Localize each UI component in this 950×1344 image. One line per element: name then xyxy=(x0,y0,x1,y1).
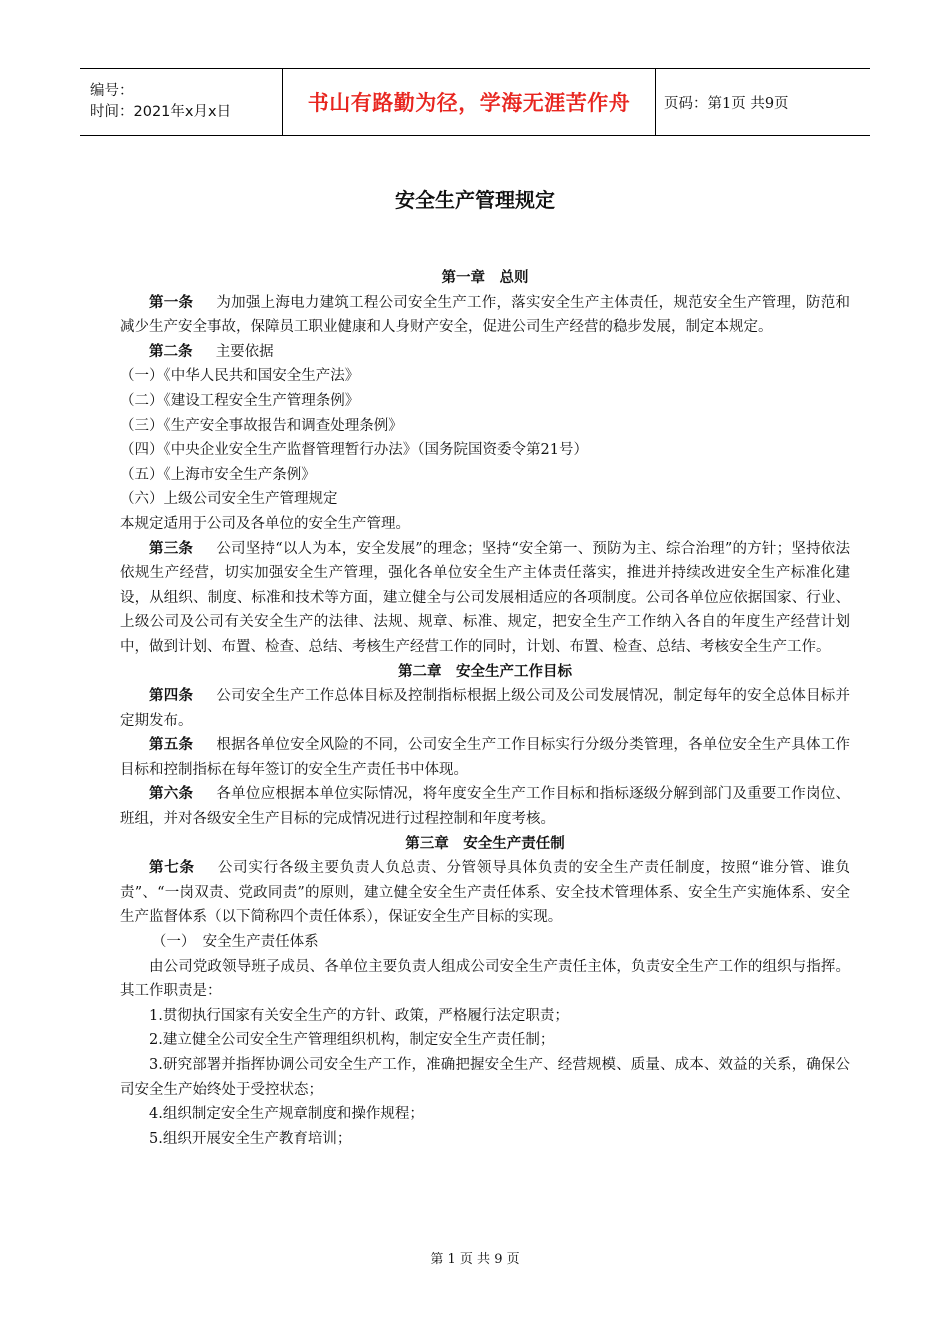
document-title: 安全生产管理规定 xyxy=(395,188,555,212)
article-2-text: 主要依据 xyxy=(215,343,274,360)
header-meta xyxy=(80,69,282,135)
article-7 xyxy=(120,856,850,930)
article-6-label: 第六条 xyxy=(149,786,194,803)
page-count-label: 页码：第1页 共9页 xyxy=(664,95,789,112)
article-5-label: 第五条 xyxy=(149,737,194,754)
header-page-cell xyxy=(656,69,870,135)
article-5 xyxy=(120,733,850,782)
page-footer: 第 1 页 共 9 页 xyxy=(430,1252,520,1267)
doc-time-label: 时间：2021年x月x日 xyxy=(90,104,232,120)
chapter-3-heading: 第三章 安全生产责任制 xyxy=(405,835,565,852)
doc-number-label: 编号： xyxy=(90,83,134,99)
duty-item: 5.组织开展安全生产教育培训； xyxy=(149,1130,352,1147)
article-7-label: 第七条 xyxy=(149,860,195,877)
scope-text: 本规定适用于公司及各单位的安全生产管理。 xyxy=(120,515,410,532)
article-4 xyxy=(120,684,850,733)
article-2 xyxy=(120,340,850,365)
article-3-text: 公司坚持“以人为本，安全发展”的理念；坚持“安全第一、预防为主、综合治理”的方针；坚持依法依规生产经营，切实加强安全生产管理，强化各单位安全生产主体责任落实，推进并持续改进安全生产标准化建设，从组织、制度、标准和技术等方面，建立健全与公司发展相适应的各项制度。公司各单位应依据国家、行业、上级公司及公司有关安全生产的法律、法规、规章、标准、规定，把安全生产工作纳入各自的年度生产经营计划中，做到计划、布置、检查、总结、考核生产经营工作的同时，计划、布置、检查、总结、考核安全生产工作。 xyxy=(120,540,850,655)
article-3-label: 第三条 xyxy=(149,540,194,557)
chapter-2-heading: 第二章 安全生产工作目标 xyxy=(398,663,572,680)
article-1-text: 为加强上海电力建筑工程公司安全生产工作，落实安全生产主体责任，规范安全生产管理，防范和减少生产安全事故，保障员工职业健康和人身财产安全，促进公司生产经营的稳步发展，制定本规定。 xyxy=(120,294,851,336)
article-1 xyxy=(120,291,850,340)
duty-item: 1.贯彻执行国家有关安全生产的方针、政策，严格履行法定职责； xyxy=(149,1007,569,1024)
duty-item: 3.研究部署并指挥协调公司安全生产工作，准确把握安全生产、经营规模、质量、成本、效益的关系，确保公司安全生产始终处于受控状态； xyxy=(120,1057,850,1098)
article-7-text: 公司实行各级主要负责人负总责、分管领导具体负责的安全生产责任制度，按照“谁分管、谁负责”、“一岗双责、党政同责”的原则，建立健全安全生产责任体系、安全技术管理体系、安全生产实施体系、安全生产监督体系（以下简称四个责任体系），保证安全生产目标的实现。 xyxy=(120,860,850,926)
article-3 xyxy=(120,537,850,660)
basis-item: （五）《上海市安全生产条例》 xyxy=(120,466,316,483)
chapter-1-heading: 第一章 总则 xyxy=(441,270,529,286)
header-table xyxy=(80,68,870,136)
article-5-text: 根据各单位安全风险的不同，公司安全生产工作目标实行分级分类管理，各单位安全生产具体工作目标和控制指标在每年签订的安全生产责任书中体现。 xyxy=(120,737,851,778)
header-motto-cell xyxy=(282,69,656,135)
section-text: 由公司党政领导班子成员、各单位主要负责人组成公司安全生产责任主体，负责安全生产工作的组织与指挥。其工作职责是： xyxy=(120,958,850,1000)
article-6 xyxy=(120,782,850,831)
basis-item: （一）《中华人民共和国安全生产法》 xyxy=(120,368,360,385)
article-1-label: 第一条 xyxy=(149,294,194,311)
duty-item: 2.建立健全公司安全生产管理组织机构，制定安全生产责任制； xyxy=(149,1032,555,1049)
basis-item: （四）《中央企业安全生产监督管理暂行办法》（国务院国资委令第21号） xyxy=(120,442,588,459)
article-4-label: 第四条 xyxy=(149,688,194,705)
article-6-text: 各单位应根据本单位实际情况，将年度安全生产工作目标和指标逐级分解到部门及重要工作岗位、班组，并对各级安全生产目标的完成情况进行过程控制和年度考核。 xyxy=(120,786,851,828)
motto-text: 书山有路勤为径，学海无涯苦作舟 xyxy=(307,91,631,115)
basis-item: （三）《生产安全事故报告和调查处理条例》 xyxy=(120,417,403,434)
article-2-label: 第二条 xyxy=(149,343,193,360)
document-body xyxy=(120,266,850,1151)
section-heading: （一） 安全生产责任体系 xyxy=(151,934,319,951)
basis-item: （六）上级公司安全生产管理规定 xyxy=(120,491,338,508)
article-4-text: 公司安全生产工作总体目标及控制指标根据上级公司及公司发展情况，制定每年的安全总体目标并定期发布。 xyxy=(120,688,851,729)
duty-item: 4.组织制定安全生产规章制度和操作规程； xyxy=(149,1106,424,1123)
basis-item: （二）《建设工程安全生产管理条例》 xyxy=(120,392,360,409)
